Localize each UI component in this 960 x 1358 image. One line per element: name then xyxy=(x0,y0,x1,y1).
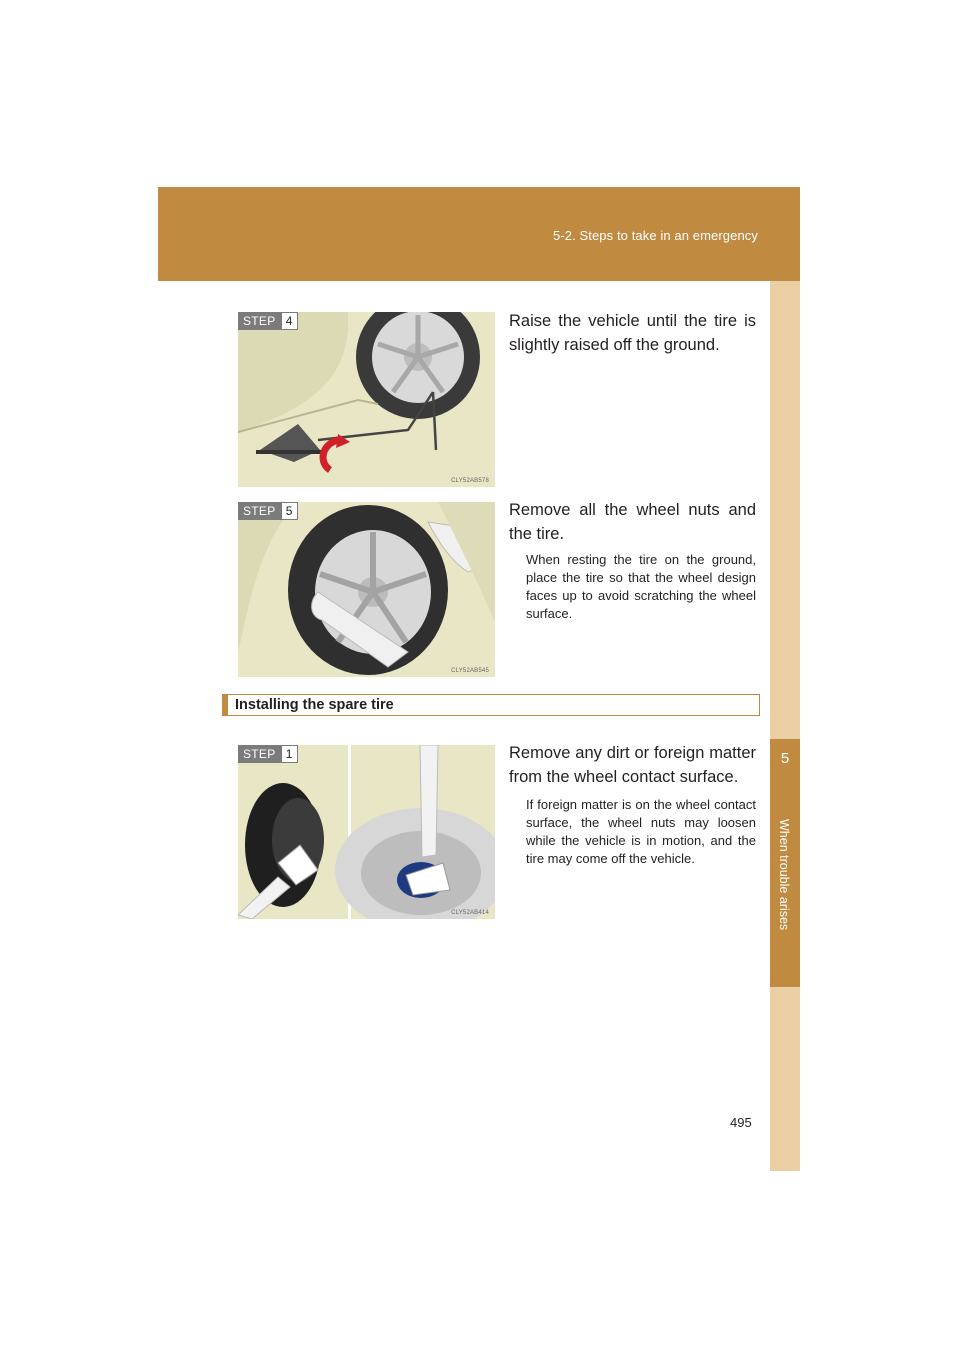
step-badge-word: STEP xyxy=(238,502,281,520)
removing-tire-image xyxy=(238,502,495,677)
chapter-side-tab[interactable] xyxy=(770,281,800,1171)
image-code: CLY52AB414 xyxy=(451,910,489,916)
page-number: 495 xyxy=(730,1115,752,1130)
step-badge-word: STEP xyxy=(238,745,281,763)
image-code: CLY52AB545 xyxy=(451,668,489,674)
section-header-title: 5-2. Steps to take in an emergency xyxy=(552,228,758,243)
step-badge-number: 4 xyxy=(281,312,298,330)
step1-illustration xyxy=(238,745,495,919)
step4-illustration xyxy=(238,312,495,487)
step5-text: Remove all the wheel nuts and the tire. xyxy=(509,501,756,543)
step1-badge xyxy=(238,745,298,763)
step1-note: If foreign matter is on the wheel contact surface, the wheel nuts may loosen while the vehicle is in motion, and the tire may come off the vehicle. xyxy=(526,797,756,866)
jack-raising-car-image xyxy=(238,312,495,487)
section-heading-bar xyxy=(222,694,760,716)
chapter-number: 5 xyxy=(780,750,790,767)
section-heading-title: Installing the spare tire xyxy=(235,697,394,713)
step4-text: Raise the vehicle until the tire is slightly raised off the ground. xyxy=(509,312,756,354)
step1-text: Remove any dirt or foreign matter from the wheel contact surface. xyxy=(509,744,756,786)
cleaning-contact-surface-image xyxy=(238,745,495,919)
step4-badge xyxy=(238,312,298,330)
image-code: CLY52AB578 xyxy=(451,478,489,484)
step5-illustration xyxy=(238,502,495,677)
step-badge-number: 1 xyxy=(281,745,298,763)
step5-badge xyxy=(238,502,298,520)
header-band xyxy=(158,187,800,281)
step5-note: When resting the tire on the ground, place the tire so that the wheel design faces up to avoid scratching the wheel surface. xyxy=(526,552,756,621)
chapter-label: When trouble arises xyxy=(777,819,791,931)
step-badge-word: STEP xyxy=(238,312,281,330)
step-badge-number: 5 xyxy=(281,502,298,520)
